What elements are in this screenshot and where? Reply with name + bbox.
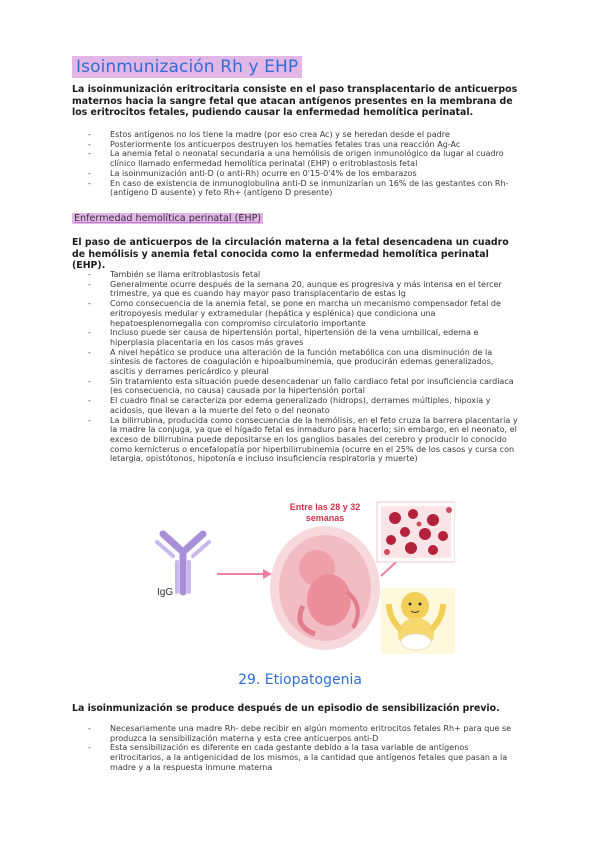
igg-label: IgG	[157, 587, 174, 598]
weeks-label-line-1: Entre las 28 y 32	[289, 502, 361, 512]
list-item: - Posteriormente los anticuerpos destruyen los hematíes fetales tras una reacción Ag-Ac	[88, 140, 518, 150]
ehp-lead-paragraph: El paso de anticuerpos de la circulación materna a la fetal desencadena un cuadro de hemólisis y anemia fetal conocida como la enfermedad hemolítica perinatal (EHP).	[72, 237, 509, 271]
list-item: - En caso de existencia de inmunoglobulina anti-D se inmunizarían un 16% de las gestantes con Rh- (antígeno D ausente) y feto Rh+ (antígeno D presente)	[88, 179, 518, 198]
list-item: - Incluso puede ser causa de hipertensión portal, hipertensión de la vena umbilical, edema e hiperplasia placentaria en los casos más graves	[88, 328, 518, 347]
weeks-label-line-2: semanas	[305, 513, 345, 523]
intro-paragraph: La isoinmunización eritrocitaria consiste en el paso transplacentario de anticuerpos maternos hacia la sangre fetal que atacan antígenos presentes en la membrana de los eritrocitos fetales, pudiendo causar la enfermedad hemolítica perinatal.	[72, 84, 518, 118]
list-item: - Necesariamente una madre Rh- debe recibir en algún momento eritrocitos fetales Rh+ para que se produzca la sensibilización materna y esta cree anticuerpos anti-D	[88, 724, 518, 743]
ehp-bullet-list	[88, 270, 518, 464]
section-heading-etiopatogenia: 29. Etiopatogenia	[238, 672, 362, 688]
list-item: - También se llama eritroblastosis fetal	[88, 270, 518, 280]
etio-lead-paragraph: La isoinmunización se produce después de un episodio de sensibilización previo.	[72, 703, 500, 714]
ehp-illustration-svg	[143, 496, 455, 656]
ehp-illustration	[143, 496, 455, 656]
list-item: - Como consecuencia de la anemia fetal, se pone en marcha un mecanismo compensador fetal de eritropoyesis medular y extramedular (hepática y esplénica) que condiciona una hepatoesplenomegalia con compromiso circulatorio importante	[88, 299, 518, 328]
arrow-right-icon	[217, 569, 272, 579]
list-item: - El cuadro final se caracteriza por edema generalizado (hidrops), derrames múltiples, hipoxia y acidosis, que llevan a la muerte del feto o del neonato	[88, 396, 518, 415]
etio-bullet-list	[88, 724, 518, 773]
list-item: - Generalmente ocurre después de la semana 20, aunque es progresiva y más intensa en el tercer trimestre, ya que es cuando hay mayor paso transplacentario de estas Ig	[88, 280, 518, 299]
ehp-subtitle: Enfermedad hemolítica perinatal (EHP)	[74, 213, 262, 224]
intro-bullet-list	[88, 130, 518, 198]
list-item: - Esta sensibilización es diferente en cada gestante debido a la tasa variable de antígenos eritrocitarios, a la antigenicidad de los mismos, a la cantidad que antígenos fetales que pasan a la madre y a la respuesta inmune materna	[88, 743, 518, 772]
list-item: - La bilirrubina, producida como consecuencia de la hemólisis, en el feto cruza la barrera placentaria y la madre la conjuga, ya que el hígado fetal es inmaduro para hacerlo; sin embargo, en el neonato, el exceso de bilirrubina puede depositarse en los ganglios basales del cerebro y producir lo conocido como kernicterus o encefalopatía por hiperbilirrubinemia (ocurre en el 25% de los casos y cursa con letargia, opistótonos, hipotonía e incluso insuficiencia respiratoria y muerte)	[88, 416, 518, 465]
igg-antibody-icon	[157, 534, 209, 592]
fetus-icon	[270, 526, 380, 650]
list-item: - La anemia fetal o neonatal secundaria a una hemólisis de origen inmunológico da lugar al cuadro clínico llamado enfermedad hemolítica perinatal (EHP) o eritroblastosis fetal	[88, 149, 518, 168]
list-item: - Sin tratamiento esta situación puede desencadenar un fallo cardiaco fetal por insuficiencia cardiaca (es consecuencia, no causa) causada por la hipertensión portal	[88, 377, 518, 396]
list-item: - Estos antígenos no los tiene la madre (por eso crea Ac) y se heredan desde el padre	[88, 130, 518, 140]
red-blood-cells-icon	[377, 502, 455, 562]
jaundiced-baby-icon	[381, 588, 455, 654]
list-item: - A nivel hepático se produce una alteración de la función metabólica con una disminución de la síntesis de factores de coagulación e hipoalbuminemia, que producirán edemas generalizados, ascitis y derrames pericárdico y pleural	[88, 348, 518, 377]
page-title: Isoinmunización Rh y EHP	[72, 56, 302, 78]
list-item: - La isoinmunización anti-D (o anti-Rh) ocurre en 0'15-0'4% de los embarazos	[88, 169, 518, 179]
